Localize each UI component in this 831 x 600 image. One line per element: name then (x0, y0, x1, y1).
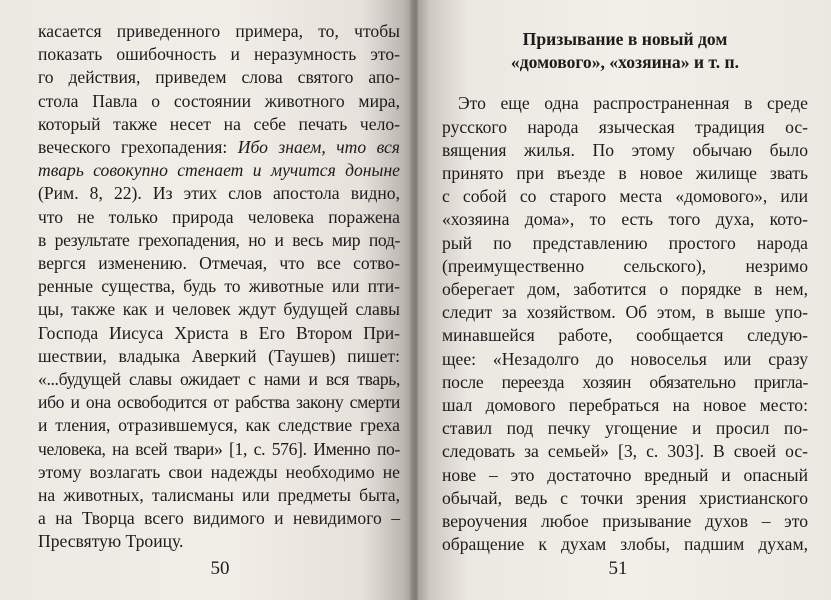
text-line: вящения жилья. По этому обычаю было (442, 139, 808, 160)
page-number: 51 (608, 558, 628, 579)
text-line: а на Творца всего видимого и невидимого – (38, 508, 400, 529)
text-line: «хозяина дома», то есть того духа, кото- (442, 209, 808, 230)
text-line: щее: «Незадолго до новоселья или сразу (442, 348, 808, 369)
text-line: принято при въезде в новое жилище звать (442, 163, 808, 184)
scripture-quote-italic: тварь совокупно стенает и мучится доныне (38, 160, 400, 181)
right-page (418, 0, 831, 600)
text-line (38, 136, 400, 159)
right-page-text (442, 28, 808, 556)
heading-line: «домового», «хозяина» и т. п. (510, 52, 740, 73)
left-page-text (38, 20, 400, 554)
text-line: человека, на всей твари» [1, с. 576]. Именно по- (38, 438, 400, 459)
text-line (38, 159, 400, 182)
text-line: Это еще одна распространенная в среде (458, 93, 808, 114)
text-line: и тления, отразившемуся, как следствие греха (38, 415, 400, 436)
text-line: на животных, талисманы или предметы быта, (38, 485, 400, 506)
text-line: следовать за семьей» [3, с. 303]. В своей ос- (442, 441, 808, 462)
text-line: (преимущественно сельского), незримо (442, 255, 808, 276)
text-line: Господа Иисуса Христа в Его Втором При- (38, 322, 400, 343)
text-line: оберегает дом, заботится о порядке в нем, (442, 279, 808, 300)
text-line: после переезда хозяин обязательно пригла- (442, 371, 808, 392)
text-line: касается приведенного примера, то, чтобы (38, 21, 400, 41)
text-line: в результате грехопадения, но и весь мир под- (38, 229, 400, 250)
text-line: русского народа языческая традиция ос- (442, 116, 808, 137)
text-line: «...будущей славы ожидает с нами и вся тварь, (38, 369, 400, 390)
text-line: ибо и она освободится от рабства закону смерти (38, 392, 400, 413)
scripture-quote-italic: Ибо знаем, что вся (237, 137, 400, 158)
text-line: нове – это достаточно вредный и опасный (442, 464, 808, 485)
text-line: с собой со старого места «домового», или (442, 186, 808, 207)
text-line: го действия, приведем слова святого апо- (38, 67, 400, 88)
text-line: этому возлагать свои надежды необходимо не (38, 461, 400, 482)
text-line: обращение к духам злобы, падшим духам, (442, 534, 808, 555)
text-line: шествии, владыка Аверкий (Таушев) пишет: (38, 345, 400, 366)
text-line: что не только природа человека поражена (38, 206, 400, 227)
heading-line: Призывание в новый дом (522, 29, 728, 49)
text-line: ренные существа, будь то животные или пти- (38, 276, 400, 297)
left-page (0, 0, 412, 600)
text-line: цы, также как и человек ждут будущей славы (38, 299, 400, 320)
text-line: (Рим. 8, 22). Из этих слов апостола видно, (38, 183, 400, 204)
text-line: вероучения любое призывание духов – это (442, 511, 808, 532)
page-number: 50 (210, 558, 230, 579)
text-line: рый по представлению простого народа (442, 232, 808, 253)
text-line: показать ошибочность и неразумность это- (38, 44, 400, 65)
text-line: минавшейся работе, сообщается следую- (442, 325, 808, 346)
text-line: обычай, ведь с точки зрения христианского (442, 487, 808, 508)
text-line: который также несет на себе печать чело- (38, 113, 400, 134)
text-line: стола Павла о состоянии животного мира, (38, 90, 400, 111)
text-line: ставил под печку угощение и просил по- (442, 418, 808, 439)
text-line: вергся изменению. Отмечая, что все сотво- (38, 253, 400, 274)
section-heading (442, 28, 808, 74)
text-line: шал домового перебраться на новое место: (442, 395, 808, 416)
text-line: Пресвятую Троицу. (38, 531, 184, 552)
text-line: следит за хозяйством. Об этом, в выше упо- (442, 302, 808, 323)
text-fragment: веческого грехопадения: (38, 137, 238, 158)
